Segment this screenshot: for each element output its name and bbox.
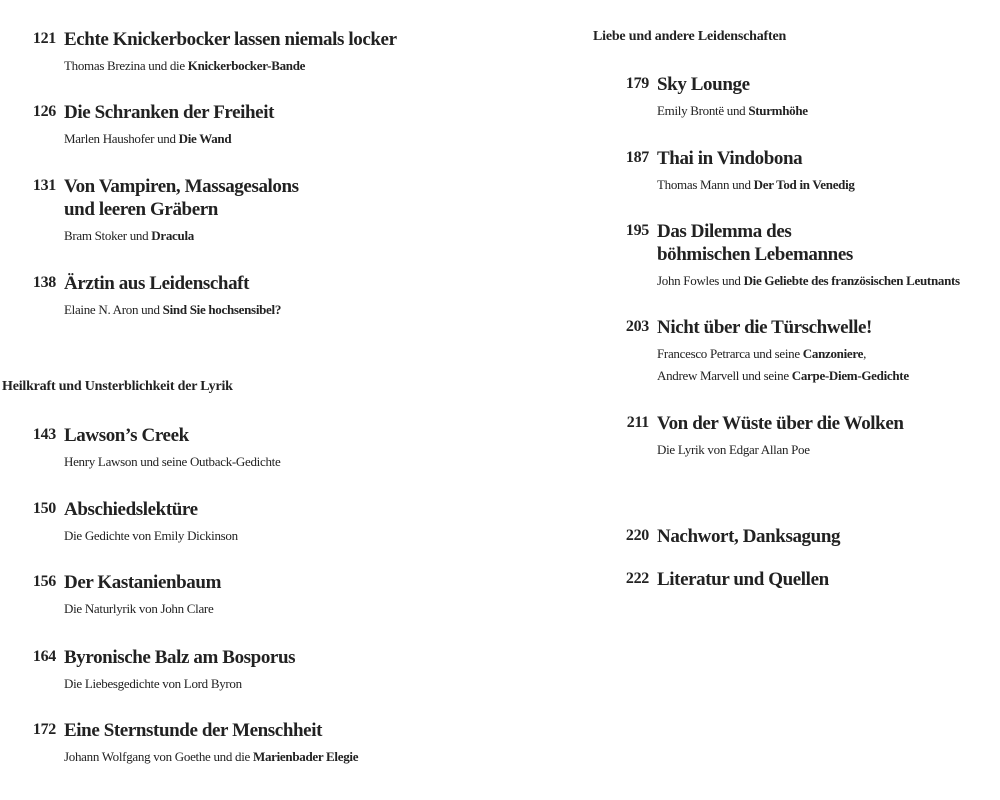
entry-subtitle: Die Gedichte von Emily Dickinson <box>64 528 238 543</box>
entry-title: Nicht über die Türschwelle! <box>657 317 872 338</box>
entry-subtitle <box>657 174 855 196</box>
entry-title: Thai in Vindobona <box>657 148 803 169</box>
entry-body <box>64 272 281 321</box>
subtitle-work: Der Tod in Venedig <box>753 177 855 192</box>
entry-title: Abschiedslektüre <box>64 499 198 520</box>
entry-body <box>657 525 840 548</box>
entry-title: Byronische Balz am Bosporus <box>64 647 296 668</box>
toc-entry-143[interactable] <box>20 424 280 473</box>
page-number: 222 <box>625 570 649 587</box>
entry-body <box>657 316 909 387</box>
subtitle-author: Bram Stoker und <box>64 228 152 243</box>
entry-body <box>64 498 238 547</box>
subtitle-author: Thomas Mann und <box>657 177 754 192</box>
page-number: 164 <box>32 648 56 665</box>
subtitle-author: Francesco Petrarca und seine <box>657 346 803 361</box>
toc-entry-126[interactable] <box>20 101 274 150</box>
subtitle-author: Marlen Haushofer und <box>64 131 179 146</box>
subtitle-author: John Fowles und <box>657 273 744 288</box>
page-number: 131 <box>32 177 56 194</box>
entry-subtitle-line2 <box>657 365 909 387</box>
toc-entry-179[interactable] <box>613 73 808 122</box>
toc-entry-222[interactable] <box>613 568 829 591</box>
toc-entry-211[interactable] <box>613 412 904 461</box>
subtitle-author: Johann Wolfgang von Goethe und die <box>64 749 253 764</box>
entry-body <box>64 646 295 695</box>
page-number: 187 <box>625 149 649 166</box>
entry-body <box>657 220 960 292</box>
entry-subtitle <box>64 55 397 77</box>
page-number: 179 <box>625 75 649 92</box>
toc-entry-150[interactable] <box>20 498 238 547</box>
page-number: 121 <box>32 30 56 47</box>
toc-entry-156[interactable] <box>20 571 221 620</box>
entry-subtitle <box>657 270 960 292</box>
subtitle-work: Sind Sie hochsensibel? <box>162 302 282 317</box>
entry-title: Eine Sternstunde der Menschheit <box>64 720 323 741</box>
entry-subtitle <box>64 225 299 247</box>
entry-body <box>64 28 397 77</box>
entry-title: Lawson’s Creek <box>64 425 189 446</box>
subtitle-work: Carpe-Diem-Gedichte <box>791 368 909 383</box>
page-number: 156 <box>32 573 56 590</box>
entry-body <box>64 101 274 150</box>
entry-title: Der Kastanienbaum <box>64 572 222 593</box>
page-number: 220 <box>625 527 649 544</box>
toc-entry-220[interactable] <box>613 525 840 548</box>
entry-title-line1: Von Vampiren, Massagesalons <box>64 176 299 197</box>
toc-entry-138[interactable] <box>20 272 281 321</box>
section-heading-liebe: Liebe und andere Leidenschaften <box>593 29 787 44</box>
subtitle-work: Canzoniere <box>802 346 864 361</box>
entry-subtitle <box>64 746 358 768</box>
subtitle-comma: , <box>863 346 867 361</box>
entry-body <box>657 147 855 196</box>
entry-body <box>657 412 904 461</box>
toc-entry-203[interactable] <box>613 316 909 387</box>
entry-title: Von der Wüste über die Wolken <box>657 413 904 434</box>
subtitle-author: Andrew Marvell und seine <box>657 368 792 383</box>
page-number: 172 <box>32 721 56 738</box>
entry-subtitle: Henry Lawson und seine Outback-Gedichte <box>64 454 281 469</box>
entry-body <box>657 73 808 122</box>
subtitle-work: Dracula <box>151 228 194 243</box>
subtitle-work: Sturmhöhe <box>748 103 808 118</box>
entry-body <box>64 719 358 768</box>
subtitle-author: Emily Brontë und <box>657 103 749 118</box>
page-number: 211 <box>626 414 649 431</box>
entry-subtitle <box>64 128 274 150</box>
subtitle-work: Knickerbocker-Bande <box>187 58 306 73</box>
entry-subtitle <box>657 100 808 122</box>
entry-title: Literatur und Quellen <box>657 569 829 590</box>
entry-subtitle: Die Lyrik von Edgar Allan Poe <box>657 442 810 457</box>
toc-entry-164[interactable] <box>20 646 295 695</box>
page-number: 150 <box>32 500 56 517</box>
entry-body <box>64 571 221 620</box>
page-number: 203 <box>625 318 649 335</box>
entry-title: Ärztin aus Leidenschaft <box>64 273 250 294</box>
subtitle-author: Elaine N. Aron und <box>64 302 163 317</box>
subtitle-author: Thomas Brezina und die <box>64 58 188 73</box>
entry-title-line2: böhmischen Lebemannes <box>657 244 853 265</box>
subtitle-work: Marienbader Elegie <box>252 749 359 764</box>
entry-subtitle-line1 <box>657 343 909 365</box>
page-number: 138 <box>32 274 56 291</box>
entry-subtitle <box>64 299 281 321</box>
entry-subtitle: Die Naturlyrik von John Clare <box>64 601 214 616</box>
toc-entry-131[interactable] <box>20 175 299 247</box>
entry-subtitle: Die Liebesgedichte von Lord Byron <box>64 676 242 691</box>
entry-title-line2: und leeren Gräbern <box>64 199 218 220</box>
toc-entry-121[interactable] <box>20 28 397 77</box>
subtitle-work: Die Geliebte des französischen Leutnants <box>743 273 960 288</box>
toc-entry-195[interactable] <box>613 220 960 292</box>
entry-title: Sky Lounge <box>657 74 750 95</box>
entry-title: Nachwort, Danksagung <box>657 526 841 547</box>
entry-body <box>657 568 829 591</box>
entry-body <box>64 424 280 473</box>
entry-title: Echte Knickerbocker lassen niemals locker <box>64 29 397 50</box>
page-number: 143 <box>32 426 56 443</box>
section-heading-lyrik: Heilkraft und Unsterblichkeit der Lyrik <box>2 379 233 394</box>
subtitle-work: Die Wand <box>178 131 232 146</box>
entry-title: Die Schranken der Freiheit <box>64 102 275 123</box>
entry-title-line1: Das Dilemma des <box>657 221 792 242</box>
toc-entry-187[interactable] <box>613 147 855 196</box>
page-number: 126 <box>32 103 56 120</box>
page-number: 195 <box>625 222 649 239</box>
entry-body <box>64 175 299 247</box>
toc-entry-172[interactable] <box>20 719 358 768</box>
